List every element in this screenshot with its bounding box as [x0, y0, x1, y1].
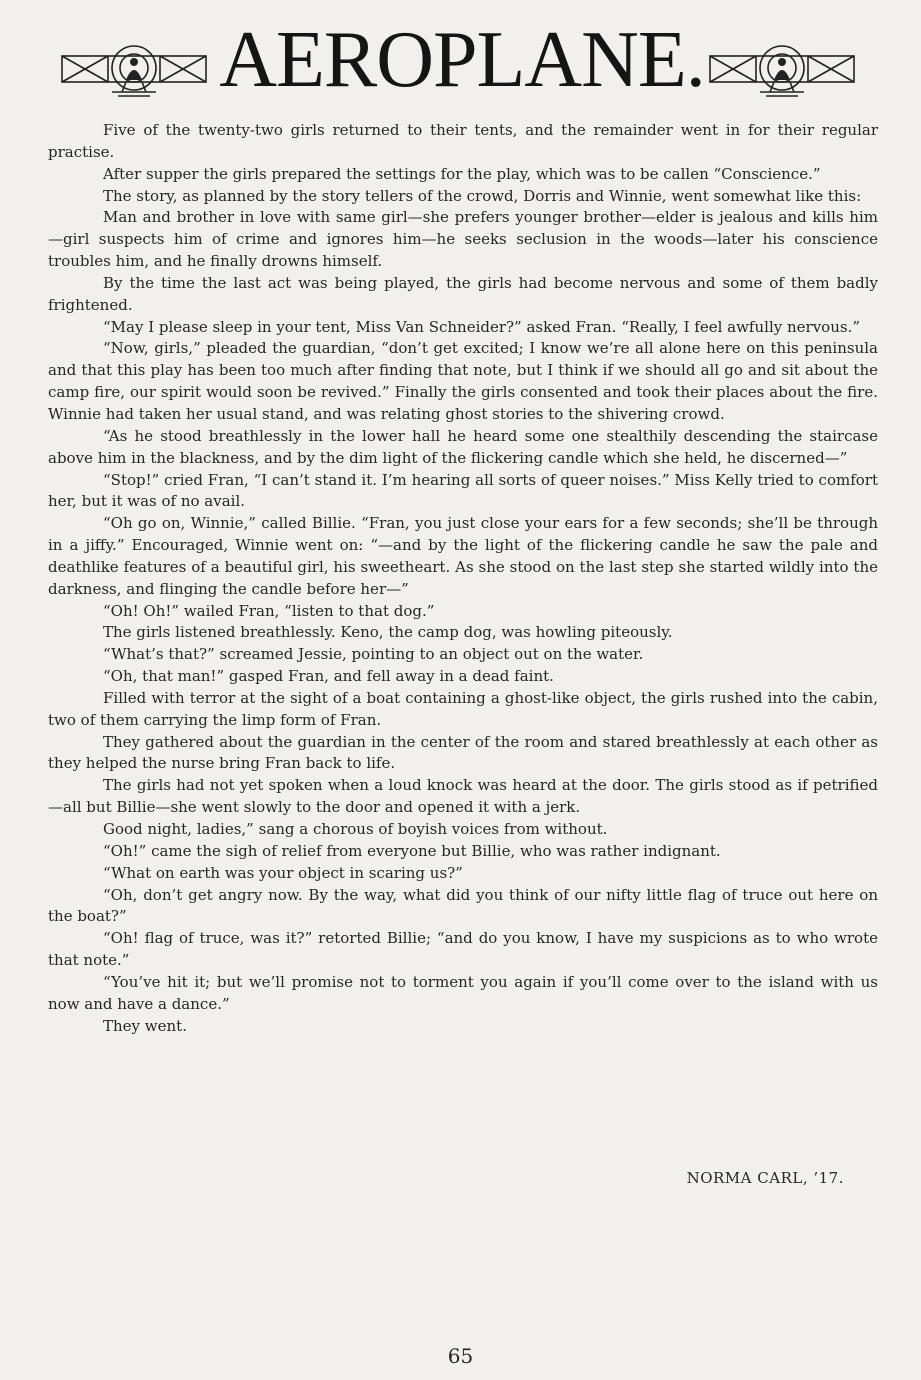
- paragraph: The girls listened breathlessly. Keno, the camp dog, was howling piteously.: [103, 623, 673, 642]
- story-body: [48, 120, 878, 1037]
- paragraph: By the time the last act was being played, the girls had become nervous and some of them badly frightened.: [48, 273, 878, 314]
- paragraph: Good night, ladies,” sang a chorous of boyish voices from without.: [103, 820, 608, 838]
- paragraph: Filled with terror at the sight of a boat containing a ghost-like object, the girls rushed into the cabin, two of them carrying the limp form of Fran.: [48, 688, 878, 729]
- paragraph: “What’s that?” screamed Jessie, pointing to an object out on the water.: [103, 645, 644, 664]
- paragraph: “May I please sleep in your tent, Miss Van Schneider?” asked Fran. “Really, I feel awfully nervous.”: [103, 317, 860, 336]
- paragraph: “You’ve hit it; but we’ll promise not to torment you again if you’ll come over to the island with us now and have a dance.”: [48, 972, 878, 1013]
- biplane-icon: [708, 38, 856, 100]
- paragraph: Man and brother in love with same girl—she prefers younger brother—elder is jealous and kills him—girl suspects him of crime and ignores him—he seeks seclusion in the woods—later his conscience troubles him, and he finally drowns himself.: [48, 208, 878, 271]
- paragraph: “Oh! flag of truce, was it?” retorted Billie; “and do you know, I have my suspicions as to who wrote that note.”: [48, 929, 878, 970]
- page-title: AEROPLANE.: [219, 16, 705, 104]
- paragraph: “Oh, don’t get angry now. By the way, what did you think of our nifty little flag of truce out here on the boat?”: [48, 885, 878, 926]
- biplane-icon: [60, 38, 208, 100]
- paragraph: “As he stood breathlessly in the lower hall he heard some one stealthily descending the staircase above him in the blackness, and by the dim light of the flickering candle which she held, he discerned—”: [48, 426, 878, 467]
- paragraph: “Oh, that man!” gasped Fran, and fell away in a dead faint.: [103, 667, 554, 686]
- paragraph: The story, as planned by the story tellers of the crowd, Dorris and Winnie, went somewhat like this:: [103, 186, 862, 205]
- paragraph: They went.: [103, 1016, 187, 1035]
- paragraph: “Stop!” cried Fran, “I can’t stand it. I’m hearing all sorts of queer noises.” Miss Kelly tried to comfort her, but it was of no avail.: [48, 470, 878, 511]
- paragraph: “Oh!” came the sigh of relief from everyone but Billie, who was rather indignant.: [103, 841, 721, 860]
- author-signature: NORMA CARL, ’17.: [686, 1169, 844, 1187]
- paragraph: They gathered about the guardian in the center of the room and stared breathlessly at each other as they helped the nurse bring Fran back to life.: [48, 732, 878, 773]
- paragraph: The girls had not yet spoken when a loud knock was heard at the door. The girls stood as if petrified—all but Billie—she went slowly to the door and opened it with a jerk.: [48, 776, 878, 817]
- paragraph: “Oh go on, Winnie,” called Billie. “Fran, you just close your ears for a few seconds; she’ll be through in a jiffy.” Encouraged, Winnie went on: “—and by the light of the flickering candle he saw the pale and deathlike features of a beautiful girl, his sweetheart. As she stood on the last step she started wildly into the darkness, and flinging the candle before her—”: [48, 514, 878, 598]
- page-number: 65: [447, 1344, 474, 1368]
- paragraph: Five of the twenty-two girls returned to their tents, and the remainder went in for their regular practise.: [48, 121, 878, 161]
- paragraph: “Oh! Oh!” wailed Fran, “listen to that dog.”: [103, 601, 435, 620]
- paragraph: “Now, girls,” pleaded the guardian, “don’t get excited; I know we’re all alone here on this peninsula and that this play has been too much after finding that note, but I think if we should all go and sit about the camp fire, our spirit would soon be revived.” Finally the girls consented and took their places about the fire. Winnie had taken her usual stand, and was relating ghost stories to the shivering crowd.: [48, 339, 878, 423]
- paragraph: “What on earth was your object in scaring us?”: [103, 863, 463, 882]
- page-header: [0, 16, 921, 104]
- paragraph: After supper the girls prepared the settings for the play, which was to be callen “Conscience.”: [103, 164, 821, 183]
